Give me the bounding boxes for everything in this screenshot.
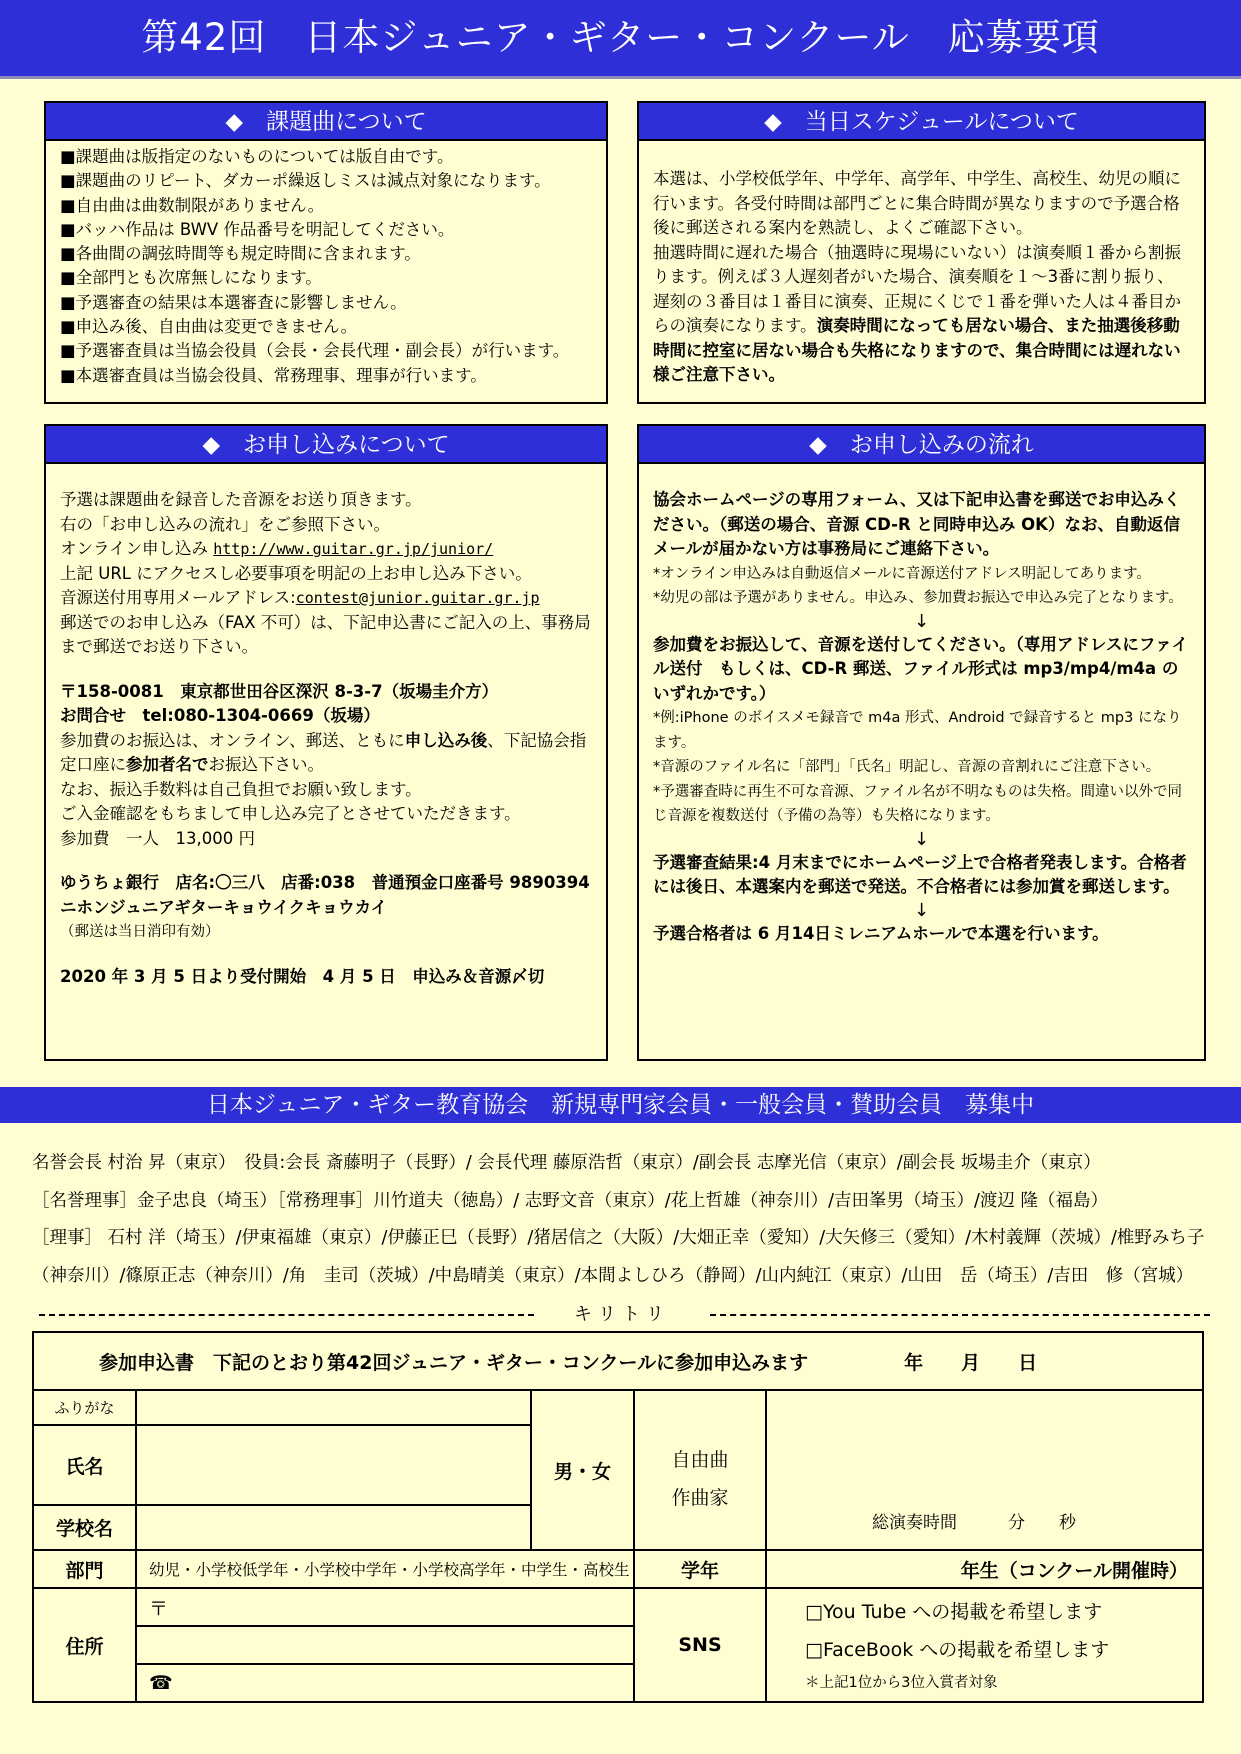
recruit-banner: 日本ジュニア・ギター教育協会 新規専門家会員・一般会員・賛助会員 募集中 (0, 1087, 1241, 1123)
down-arrow-icon: ↓ (913, 610, 930, 632)
name-label: 氏名 (33, 1425, 136, 1505)
kadai-item: ■全部門とも次席無しになります。 (60, 268, 322, 288)
bank-account-name: ニホンジュニアギターキョウイクキョウカイ (60, 897, 388, 917)
address-label: 住所 (33, 1588, 136, 1702)
kadai-item: ■各曲間の調弦時間等も規定時間に含まれます。 (60, 244, 421, 264)
apply-address: 〒158-0081 東京都世田谷区深沢 8-3-7（坂場圭介方） (60, 681, 499, 701)
kadai-section (44, 101, 608, 404)
schedule-heading: ◆ 当日スケジュールについて (639, 103, 1204, 141)
kadai-item: ■予選審査員は当協会役員（会長・会長代理・副会長）が行います。 (60, 341, 570, 361)
flow-note: *例:iPhone のボイスメモ録音で m4a 形式、Android で録音すると mp3 になります。 (653, 710, 1182, 751)
furigana-label: ふりがな (33, 1390, 136, 1425)
apply-heading: ◆ お申し込みについて (46, 426, 606, 464)
flow-step: 参加費をお振込して、音源を送付してください。（専用アドレスにファイル送付 もしくは、CD-R 郵送、ファイル形式は mp3/mp4/m4a のいずれかです。） (653, 634, 1189, 703)
apply-url-link[interactable]: http://www.guitar.gr.jp/junior/ (213, 540, 494, 558)
kadai-item: ■自由曲は曲数制限がありません。 (60, 195, 325, 215)
grade-label: 学年 (634, 1550, 766, 1588)
apply-section (44, 424, 608, 1061)
bank-account: ゆうちょ銀行 店名:〇三八 店番:038 普通預金口座番号 9890394 (60, 873, 590, 892)
officer-list (32, 1145, 1217, 1295)
apply-text: 上記 URL にアクセスし必要事項を明記の上お申し込み下さい。 (60, 563, 532, 583)
apply-fee: 参加費のお振込は、オンライン、郵送、ともに申し込み後、下記協会指定口座に参加者名でお振込下さい。 (60, 730, 587, 774)
cut-line (32, 1300, 1217, 1324)
deadline: 2020 年 3 月 5 日より受付開始 4 月 5 日 申込み＆音源〆切 (60, 966, 545, 986)
apply-mail-link[interactable]: contest@junior.guitar.gr.jp (295, 589, 540, 607)
sns-label: SNS (634, 1588, 766, 1702)
flow-note: *予選審査時に再生不可な音源、ファイル名が不明なものは失格。間違い以外で同じ音源を複数送付（予備の為等）も失格になります。 (653, 783, 1182, 824)
apply-text: 郵送でのお申し込み（FAX 不可）は、下記申込書にご記入の上、事務局まで郵送でお送り下さい。 (60, 612, 591, 656)
flow-heading: ◆ お申し込みの流れ (639, 426, 1204, 464)
kadai-item: ■バッハ作品は BWV 作品番号を明記してください。 (60, 219, 455, 239)
flow-note: *幼児の部は予選がありません。申込み、参加費お振込で申込み完了となります。 (653, 590, 1183, 606)
page-title: 第42回 日本ジュニア・ギター・コンクール 応募要項 (0, 0, 1241, 79)
cut-label: キリトリ (574, 1304, 670, 1325)
total-time-label: 総演奏時間 分 秒 (872, 1513, 1076, 1533)
dept-label: 部門 (33, 1550, 136, 1588)
kadai-item: ■課題曲は版指定のないものについては版自由です。 (60, 147, 454, 166)
down-arrow-icon: ↓ (913, 899, 930, 921)
apply-fee: なお、振込手数料は自己負担でお願い致します。 (60, 779, 422, 799)
free-piece-label: 自由曲 (671, 1449, 729, 1471)
form-date: 年 月 日 (904, 1351, 1038, 1374)
apply-tel: お問合せ tel:080-1304-0669（坂場） (60, 706, 380, 725)
address-input[interactable] (136, 1626, 634, 1664)
dept-options[interactable]: 幼児・小学校低学年・小学校中学年・小学校高学年・中学生・高校生 (136, 1550, 634, 1588)
flow-step: 協会ホームページの専用フォーム、又は下記申込書を郵送でお申込みください。（郵送の場合、音源 CD-R と同時申込み OK）なお、自動返信メールが届かない方は事務局にご連絡下さい。 (653, 490, 1181, 558)
officer-line: ［理事］ 石村 洋（埼玉）/伊東福雄（東京）/伊藤正巳（長野）/猪居信之（大阪）/大畑正幸（愛知）/大矢修三（愛知）/木村義輝（茨城）/椎野みち子（神奈川）/篠原正志（神奈川）/角 圭司（茨城）/中島晴美（東京）/本間よしひろ（静岡）/山内純江（東京）/山田 岳（埼玉）/吉田 修（宮城） (32, 1228, 1205, 1286)
facebook-checkbox[interactable]: □FaceBook への掲載を希望します (805, 1639, 1110, 1661)
form-title: 参加申込書 下記のとおり第42回ジュニア・ギター・コンクールに参加申込みます (99, 1351, 809, 1374)
schedule-text: 本選は、小学校低学年、中学年、高学年、中学生、高校生、幼児の順に行います。各受付時間は部門ごとに集合時間が異なりますので予選合格後に郵送される案内を熟読し、よくご確認下さい。 (653, 169, 1181, 237)
phone-icon: ☎ (149, 1672, 173, 1694)
name-input[interactable] (136, 1425, 531, 1505)
piece-labels (634, 1390, 766, 1550)
kadai-item: ■本選審査員は当協会役員、常務理事、理事が行います。 (60, 365, 487, 385)
apply-text: オンライン申し込み http://www.guitar.gr.jp/junior/ (60, 539, 494, 558)
apply-fee-amount: 参加費 一人 13,000 円 (60, 828, 255, 848)
schedule-text: 抽選時間に遅れた場合（抽選時に現場にいない）は演奏順１番から割振ります。例えば３人遅刻者がいた場合、演奏順を１〜3番に割り振り、遅刻の３番目は１番目に演奏、正規にくじで１番を弾いた人は４番目からの演奏になります。演奏時間になっても居ない場合、また抽選後移動時間に控室に居ない場合も失格になりますので、集合時間には遅れない様ご注意下さい。 (653, 242, 1181, 384)
schedule-section (637, 101, 1206, 404)
youtube-checkbox[interactable]: □You Tube への掲載を希望します (805, 1601, 1103, 1623)
flow-step: 予選審査結果:4 月末までにホームページ上で合格者発表します。合格者には後日、本選案内を郵送で発送。不合格者には参加賞を郵送します。 (653, 852, 1187, 896)
furigana-input[interactable] (136, 1390, 531, 1425)
apply-text: 音源送付用専用メールアドレス:contest@junior.guitar.gr.jp (60, 588, 540, 607)
kadai-item: ■申込み後、自由曲は変更できません。 (60, 317, 358, 337)
apply-fee: ご入金確認をもちまして申し込み完了とさせていただきます。 (60, 804, 521, 823)
sns-note: ＊上記1位から3位入賞者対象 (805, 1675, 998, 1691)
form-title-row (33, 1332, 1203, 1390)
officer-line: 名誉会長 村治 昇（東京） 役員:会長 斎藤明子（長野）/ 会長代理 藤原浩哲（東京）/副会長 志摩光信（東京）/副会長 坂場圭介（東京） (32, 1153, 1101, 1173)
apply-text: 右の「お申し込みの流れ」をご参照下さい。 (60, 514, 390, 534)
flow-step: 予選合格者は 6 月14日ミレニアムホールで本選を行います。 (653, 923, 1109, 943)
flow-note: *オンライン申込みは自動返信メールに音源送付アドレス明記してあります。 (653, 565, 1151, 582)
kadai-item: ■課題曲のリピート、ダカーポ繰返しミスは減点対象になります。 (60, 171, 551, 191)
phone-input[interactable] (136, 1664, 634, 1702)
school-input[interactable] (136, 1505, 531, 1550)
flow-note: *音源のファイル名に「部門」「氏名」明記し、音源の音割れにご注意下さい。 (653, 759, 1161, 775)
postal-icon: 〒 (149, 1597, 169, 1620)
gender-select[interactable]: 男・女 (531, 1390, 634, 1550)
composer-label: 作曲家 (671, 1487, 729, 1509)
flow-section (637, 424, 1206, 1061)
grade-input[interactable]: 年生（コンクール開催時） (766, 1550, 1203, 1588)
sns-options (766, 1588, 1203, 1702)
kadai-item: ■予選審査の結果は本選審査に影響しません。 (60, 292, 407, 312)
piece-input[interactable] (766, 1390, 1203, 1550)
kadai-heading: ◆ 課題曲について (46, 103, 606, 141)
apply-text: 予選は課題曲を録音した音源をお送り頂きます。 (60, 490, 422, 509)
officer-line: ［名誉理事］金子忠良（埼玉）［常務理事］川竹道夫（徳島）/ 志野文音（東京）/花上哲雄（神奈川）/吉田峯男（埼玉）/渡辺 隆（福島） (32, 1190, 1108, 1211)
postal-input[interactable] (136, 1588, 634, 1626)
down-arrow-icon: ↓ (913, 828, 930, 850)
postmark-note: （郵送は当日消印有効） (60, 924, 220, 940)
school-label: 学校名 (33, 1505, 136, 1550)
application-form (32, 1331, 1204, 1703)
